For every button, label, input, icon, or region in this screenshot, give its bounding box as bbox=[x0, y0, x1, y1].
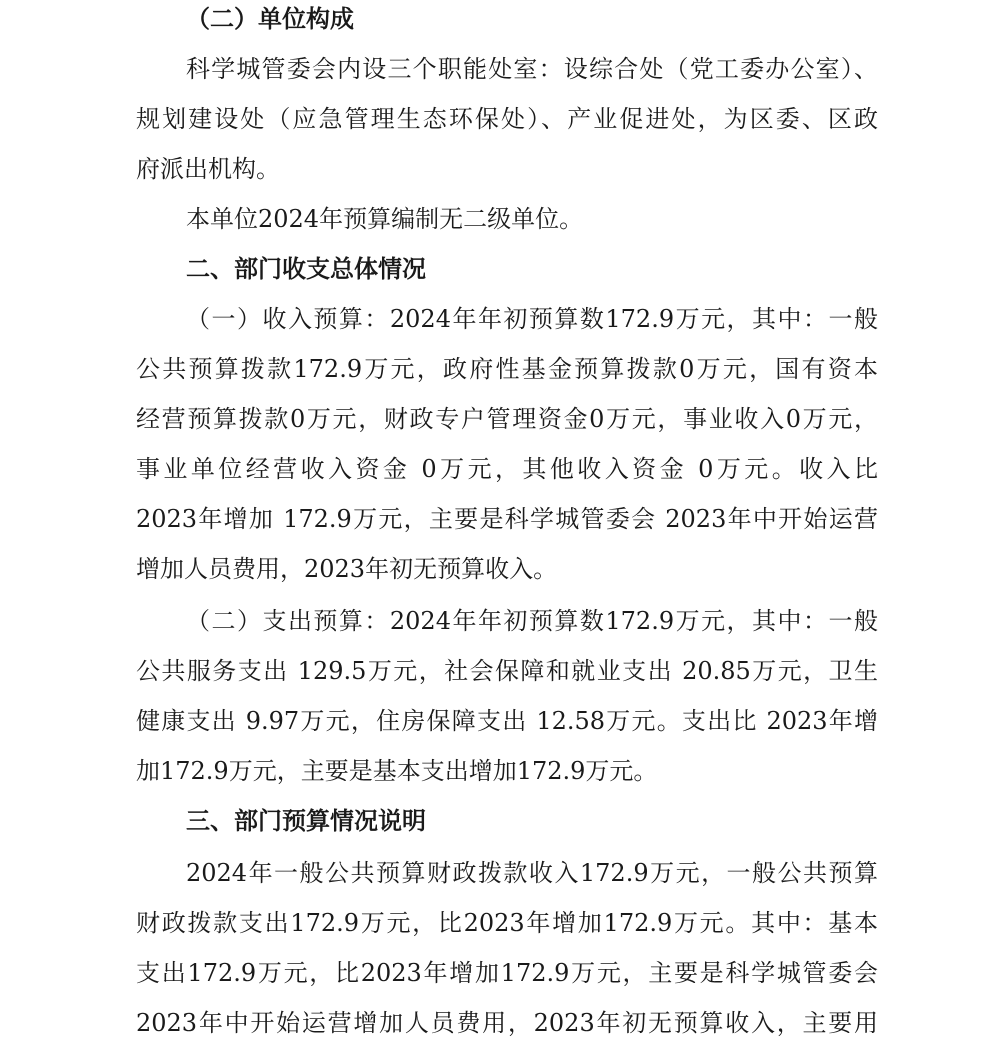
paragraph-line: 支出172.9万元，比2023年增加172.9万元，主要是科学城管委会 bbox=[136, 959, 878, 987]
section-heading-unit-composition: （二）单位构成 bbox=[186, 5, 354, 33]
paragraph-line: 公共服务支出 129.5万元，社会保障和就业支出 20.85万元，卫生 bbox=[136, 657, 878, 685]
section-heading-budget-explanation: 三、部门预算情况说明 bbox=[186, 807, 426, 835]
paragraph-line: 事业单位经营收入资金 0万元，其他收入资金 0万元。收入比 bbox=[136, 455, 878, 483]
paragraph-line: 府派出机构。 bbox=[136, 155, 280, 183]
paragraph-line: 科学城管委会内设三个职能处室：设综合处（党工委办公室）、 bbox=[186, 55, 878, 83]
paragraph-line: 加172.9万元，主要是基本支出增加172.9万元。 bbox=[136, 757, 658, 785]
paragraph-line: 经营预算拨款0万元，财政专户管理资金0万元，事业收入0万元， bbox=[136, 405, 878, 433]
paragraph-line: 2023年增加 172.9万元，主要是科学城管委会 2023年中开始运营 bbox=[136, 505, 878, 533]
paragraph-line: 2024年一般公共预算财政拨款收入172.9万元，一般公共预算 bbox=[186, 859, 878, 887]
paragraph-line: 财政拨款支出172.9万元，比2023年增加172.9万元。其中：基本 bbox=[136, 909, 878, 937]
paragraph-line: （二）支出预算：2024年年初预算数172.9万元，其中：一般 bbox=[186, 607, 878, 635]
paragraph-line: （一）收入预算：2024年年初预算数172.9万元，其中：一般 bbox=[186, 305, 878, 333]
paragraph-line: 健康支出 9.97万元，住房保障支出 12.58万元。支出比 2023年增 bbox=[136, 707, 878, 735]
section-heading-revenue-expenditure: 二、部门收支总体情况 bbox=[186, 255, 426, 283]
paragraph-line: 本单位2024年预算编制无二级单位。 bbox=[186, 205, 584, 233]
paragraph-line: 增加人员费用，2023年初无预算收入。 bbox=[136, 555, 558, 583]
paragraph-line: 规划建设处（应急管理生态环保处）、产业促进处，为区委、区政 bbox=[136, 105, 878, 133]
paragraph-line: 公共预算拨款172.9万元，政府性基金预算拨款0万元，国有资本 bbox=[136, 355, 878, 383]
paragraph-line: 2023年中开始运营增加人员费用，2023年初无预算收入，主要用 bbox=[136, 1009, 878, 1037]
